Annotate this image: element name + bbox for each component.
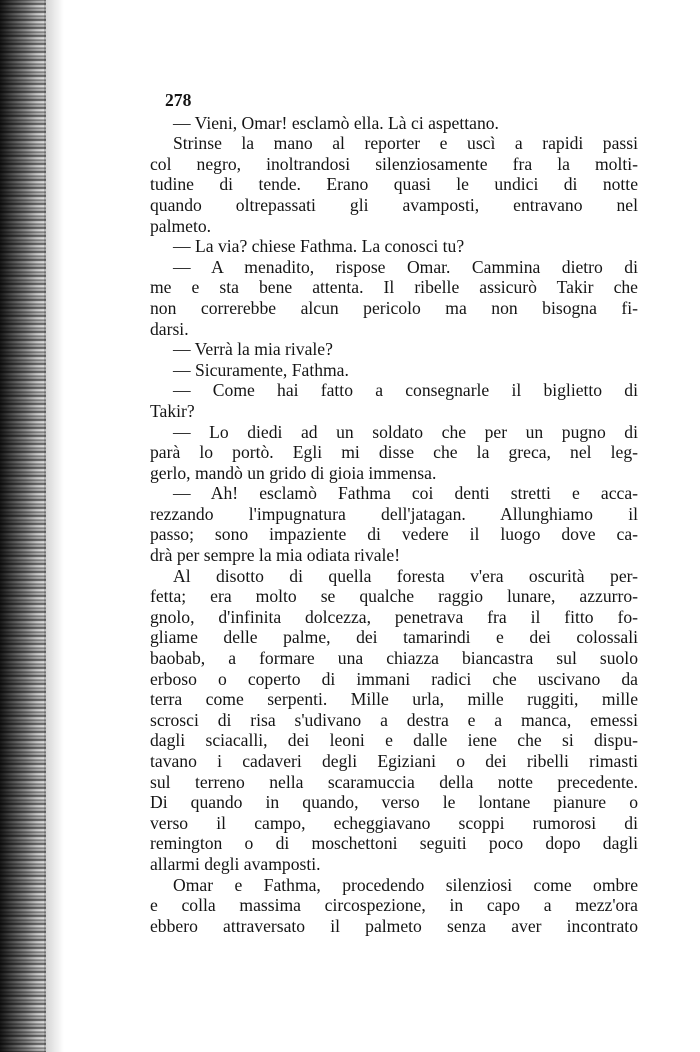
text-line: — A menadito, rispose Omar. Cammina dietro di [173,256,638,277]
binding-shadow [44,0,64,1052]
text-line: Takir? [150,400,195,421]
text-line: ebbero attraversato il palmeto senza aver incontrato [150,915,638,936]
text-line: erboso o coperto di immani radici che uscivano da [150,668,638,689]
text-line: allarmi degli avamposti. [150,853,321,874]
text-line: darsi. [150,318,189,339]
text-line: parà lo portò. Egli mi disse che la greca, nel leg- [150,442,638,463]
text-line: fetta; era molto se qualche raggio lunare, azzurro- [150,586,638,607]
text-line: gnolo, d'infinita dolcezza, penetrava fra il fitto fo- [150,606,638,627]
text-line: drà per sempre la mia odiata rivale! [150,545,401,566]
text-line: palmeto. [150,215,212,236]
page-number: 278 [165,90,192,110]
text-line: remington o di moschettoni seguiti poco dopo dagli [150,833,638,854]
text-line: scrosci di risa s'udivano a destra e a manca, emessi [150,709,638,730]
text-line: Omar e Fathma, procedendo silenziosi come ombre [173,874,638,895]
book-binding-edge [0,0,46,1052]
text-line: me e sta bene attenta. Il ribelle assicurò Takir che [150,277,638,298]
text-line: — La via? chiese Fathma. La conosci tu? [173,236,465,257]
text-line: Al disotto di quella foresta v'era oscurità per- [173,565,638,586]
text-line: dagli sciacalli, dei leoni e dalle iene che si dispu- [150,730,638,751]
text-line: col negro, inoltrandosi silenziosamente fra la molti- [150,153,638,174]
text-block [150,113,638,937]
text-line: — Come hai fatto a consegnarle il biglietto di [173,380,638,401]
text-line: rezzando l'impugnatura dell'jatagan. Allunghiamo il [150,503,638,524]
text-line: — Vieni, Omar! esclamò ella. Là ci aspettano. [173,112,499,133]
text-line: — Sicuramente, Fathma. [173,359,349,380]
text-line: gerlo, mandò un grido di gioia immensa. [150,462,437,483]
text-line: — Ah! esclamò Fathma coi denti stretti e acca- [173,483,638,504]
text-line: passo; sono impaziente di vedere il luogo dove ca- [150,524,638,545]
text-line: tudine di tende. Erano quasi le undici di notte [150,174,638,195]
text-line: sul terreno nella scaramuccia della notte precedente. [150,771,638,792]
text-line: — Verrà la mia rivale? [173,339,333,360]
page-body [150,92,638,936]
text-line: e colla massima circospezione, in capo a mezz'ora [150,895,638,916]
text-line: non correrebbe alcun pericolo ma non bisogna fi- [150,297,638,318]
text-line: quando oltrepassati gli avamposti, entravano nel [150,194,638,215]
text-line: Strinse la mano al reporter e uscì a rapidi passi [173,133,638,154]
text-line: terra come serpenti. Mille urla, mille ruggiti, mille [150,689,638,710]
text-line: verso il campo, echeggiavano scoppi rumorosi di [150,812,638,833]
text-line: — Lo diedi ad un soldato che per un pugno di [173,421,638,442]
text-line: Di quando in quando, verso le lontane pianure o [150,792,638,813]
text-line: gliame delle palme, dei tamarindi e dei colossali [150,627,638,648]
text-line: tavano i cadaveri degli Egiziani o dei ribelli rimasti [150,751,638,771]
text-line: baobab, a formare una chiazza biancastra sul suolo [150,648,638,669]
